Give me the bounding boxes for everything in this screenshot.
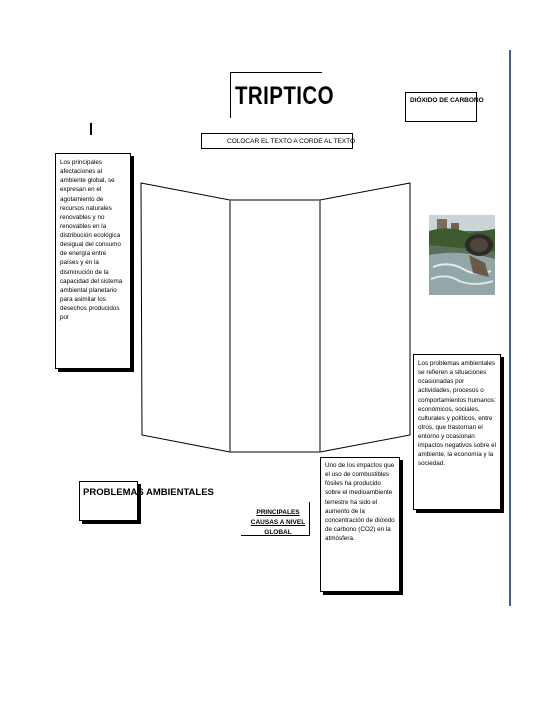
- co2-label: DIÓXIDO DE CARBONO: [410, 97, 484, 104]
- page-title: TRIPTICO: [235, 82, 334, 110]
- triptych-left-panel: [141, 183, 230, 452]
- causes-label: PRINCIPALES CAUSAS A NIVEL GLOBAL: [250, 509, 306, 536]
- left-panel-text: Los principales afectaciones al ambiente global, se expresan en el agotamiento de recursos naturales renovables y no renovables en la distribución ecológica desigual del consumo de energía entre países y en la disminución de la capacidad del sistema ambiental planetario para asimilar los desechos producidos por: [60, 159, 123, 322]
- center-panel-text: Uno de los impactos que el uso de combustibles fósiles ha producido sobre el medioambiente terrestre ha sido el aumento de la concentración de dióxido de carbono (CO2) en la atmósfera.: [325, 462, 395, 542]
- instruction-text: COLOCAR EL TEXTO A CORDE AL TEXTO: [227, 138, 355, 145]
- river-pollution-photo: [429, 215, 495, 295]
- right-panel-text: Los problemas ambientales se refieren a situaciones ocasionadas por actividades, procesos o comportamientos humanos: económicos, sociales, culturales y políticos, entre otros, que trastornan el entorno y ocasionan impactos negativos sobre el ambiente, la economía y la sociedad.: [418, 360, 497, 468]
- triptych-center-panel: [230, 200, 320, 452]
- triptych-right-panel: [320, 183, 410, 452]
- causes-label-container: [248, 508, 308, 537]
- problems-label: PROBLEMAS AMBIENTALES: [83, 487, 214, 498]
